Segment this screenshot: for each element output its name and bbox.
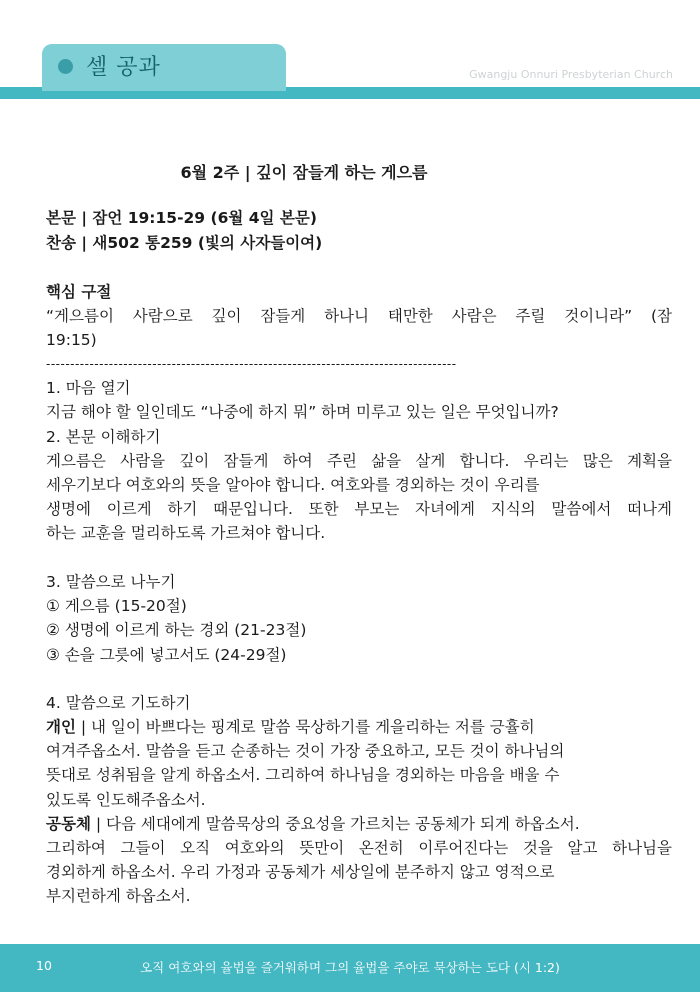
- divider: -------------------------------------------------------------------------------------: [46, 357, 457, 371]
- prayer-community-text: | 다음 세대에게 말씀묵상의 중요성을 가르치는 공동체가 되게 하옵소서.: [90, 815, 580, 833]
- bullet-dot-icon: [58, 59, 73, 74]
- section-4-heading: 4. 말씀으로 기도하기: [46, 694, 191, 712]
- prayer-personal-line: 있도록 인도해주옵소서.: [46, 791, 206, 809]
- prayer-community-line: 그리하여 그들이 오직 여호와의 뜻만이 온전히 이루어진다는 것을 알고 하나님을: [46, 839, 672, 857]
- section-1-heading: 1. 마음 열기: [46, 379, 131, 397]
- section-3-heading: 3. 말씀으로 나누기: [46, 573, 176, 591]
- prayer-personal-text: | 내 일이 바쁘다는 핑계로 말씀 묵상하기를 게을리하는 저를 긍휼히: [75, 718, 535, 736]
- section-2-line: 게으름은 사람을 깊이 잠들게 하여 주린 삶을 살게 합니다. 우리는 많은 계획을: [46, 452, 672, 470]
- footer-band: [0, 944, 700, 992]
- key-verse-heading: 핵심 구절: [46, 283, 112, 301]
- prayer-personal-first: [46, 717, 535, 737]
- key-verse-text: “게으름이 사람으로 깊이 잠들게 하나니 태만한 사람은 주릴 것이니라” (잠: [46, 307, 672, 325]
- hymn-line: 찬송 | 새502 통259 (빛의 사자들이여): [46, 234, 323, 252]
- passage-line: 본문 | 잠언 19:15-29 (6월 4일 본문): [46, 209, 317, 227]
- section-1-text: 지금 해야 할 일인데도 “나중에 하지 뭐” 하며 미루고 있는 일은 무엇입니까?: [46, 403, 559, 421]
- key-verse-ref: 19:15): [46, 331, 97, 349]
- prayer-community-label: 공동체: [46, 815, 91, 833]
- section-2-heading: 2. 본문 이해하기: [46, 428, 161, 446]
- section-2-line: 세우기보다 여호와의 뜻을 알아야 합니다. 여호와를 경외하는 것이 우리를: [46, 476, 540, 494]
- prayer-community-first: [46, 814, 580, 834]
- church-name: Gwangju Onnuri Presbyterian Church: [469, 68, 673, 81]
- prayer-personal-line: 여겨주옵소서. 말씀을 듣고 순종하는 것이 가장 중요하고, 모든 것이 하나님의: [46, 742, 565, 760]
- section-2-line: 하는 교훈을 멀리하도록 가르쳐야 합니다.: [46, 524, 326, 542]
- prayer-personal-line: 뜻대로 성취됨을 알게 하옵소서. 그리하여 하나님을 경외하는 마음을 배울 수: [46, 766, 560, 784]
- section-2-line: 생명에 이르게 하기 때문입니다. 또한 부모는 자녀에게 지식의 말씀에서 떠나게: [46, 500, 672, 518]
- header-tab: [42, 44, 286, 91]
- sharing-item: ③ 손을 그릇에 넣고서도 (24-29절): [46, 646, 287, 664]
- prayer-personal-label: 개인: [46, 718, 76, 736]
- footer-verse: 오직 여호와의 율법을 즐거워하며 그의 율법을 주야로 묵상하는 도다 (시 1:2): [140, 960, 560, 975]
- section-title: 셀 공과: [86, 55, 161, 80]
- prayer-community-line: 부지런하게 하옵소서.: [46, 887, 191, 905]
- page-number: 10: [36, 958, 52, 973]
- lesson-title: 6월 2주 | 깊이 잠들게 하는 게으름: [180, 163, 428, 182]
- sharing-item: ① 게으름 (15-20절): [46, 597, 187, 615]
- prayer-community-line: 경외하게 하옵소서. 우리 가정과 공동체가 세상일에 분주하지 않고 영적으로: [46, 863, 555, 881]
- sharing-item: ② 생명에 이르게 하는 경외 (21-23절): [46, 621, 307, 639]
